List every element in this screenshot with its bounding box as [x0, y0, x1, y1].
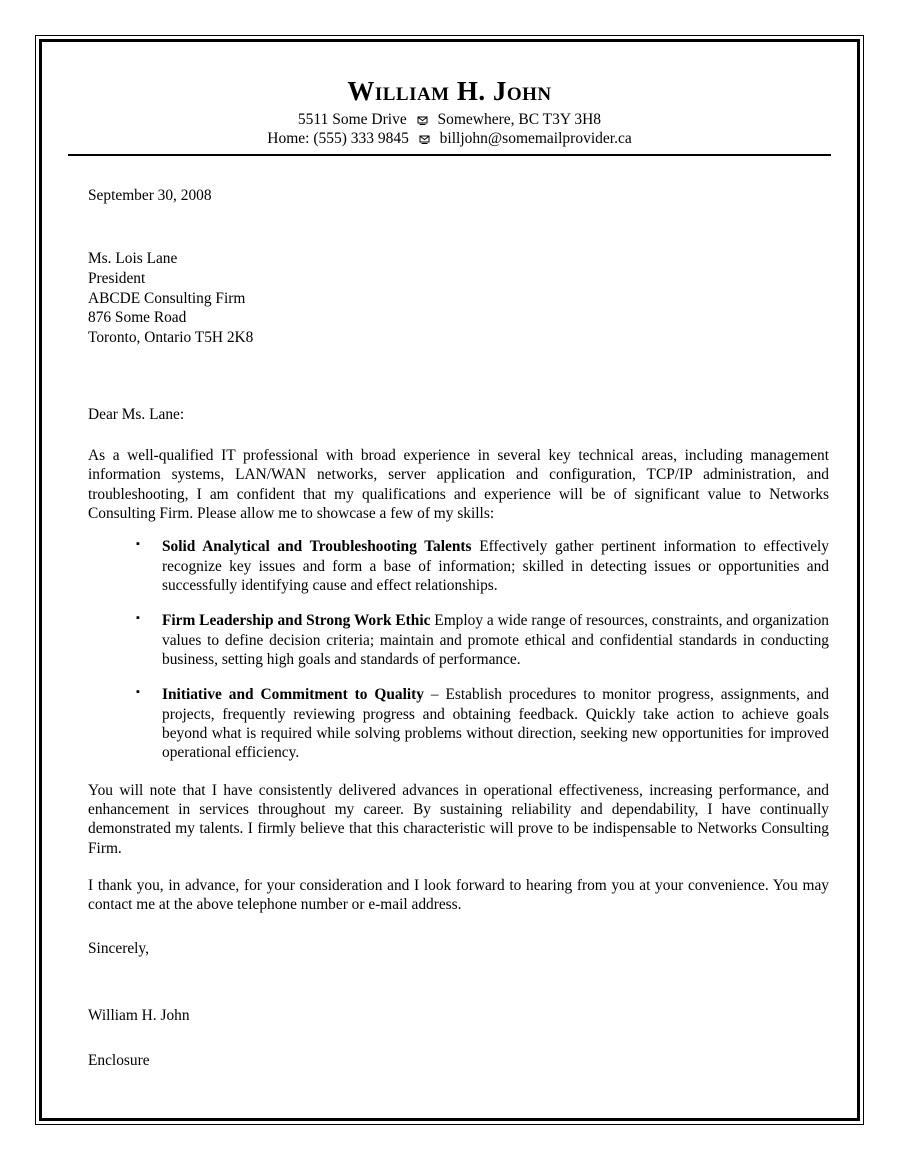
skill-title: Initiative and Commitment to Quality — [162, 686, 424, 704]
sender-phone: Home: (555) 333 9845 — [267, 129, 409, 147]
square-bullet-icon: ▪ — [136, 686, 140, 699]
square-bullet-icon: ▪ — [136, 538, 140, 551]
salutation: Dear Ms. Lane: — [88, 405, 185, 423]
letterhead-divider-rule — [68, 154, 831, 156]
recipient-company: ABCDE Consulting Firm — [88, 289, 246, 307]
sender-name-heading: William H. John — [347, 76, 552, 106]
sender-street: 5511 Some Drive — [297, 111, 407, 128]
paragraph-body: You will note that I have consistently delivered advances in operational effectiveness, increasing performance, and enhancement in services throughout my career. By sustaining reliability and dependability, I have continually demonstrated my talents. I firmly believe that this characteristic will prove to be indispensable to Networks Consulting Firm. — [88, 781, 829, 857]
skill-title: Solid Analytical and Troubleshooting Talents — [162, 538, 472, 556]
page-border-outer — [35, 35, 864, 1125]
square-bullet-icon: ▪ — [136, 612, 140, 625]
skill-description: Employ a wide range of resources, constraints, and organization values to define decision criteria; maintain and promote ethical and confidential standards in conducting business, setting high goals and standards of performance. — [162, 612, 829, 669]
recipient-street: 876 Some Road — [88, 309, 187, 327]
skill-dash: – — [423, 686, 446, 704]
list-item — [136, 685, 829, 762]
paragraph-intro: As a well-qualified IT professional with broad experience in several key technical areas, including management information systems, LAN/WAN networks, server application and configuration, TCP/IP administration, and troubleshooting, I am confident that my qualifications and experience will be of significant value to Networks Consulting Firm. Please allow me to showcase a few of my skills: — [88, 447, 829, 523]
valediction: Sincerely, — [88, 939, 149, 957]
letter-sheet — [42, 42, 857, 1118]
recipient-city: Toronto, Ontario T5H 2K8 — [88, 329, 254, 347]
paragraph-thanks: I thank you, in advance, for your consideration and I look forward to hearing from you at your convenience. You may contact me at the above telephone number or e-mail address. — [88, 876, 829, 914]
signature-name: William H. John — [88, 1006, 190, 1024]
envelope-icon — [419, 131, 430, 150]
sender-city-postal: Somewhere, BC T3Y 3H8 — [437, 111, 602, 128]
skills-list — [88, 537, 829, 762]
skill-description: Establish procedures to monitor progress, assignments, and projects, frequently reviewing progress and obtaining feedback. Quickly take action to achieve goals beyond what is required while solving problems without direction, seeking new opportunities for improved operational efficiency. — [162, 686, 829, 762]
letterhead-contact-line — [42, 130, 857, 149]
skill-title: Firm Leadership and Strong Work Ethic — [162, 612, 431, 630]
enclosure-note: Enclosure — [88, 1052, 150, 1070]
sender-email: billjohn@somemailprovider.ca — [439, 129, 632, 147]
list-item — [136, 537, 829, 595]
letter-body — [42, 186, 857, 1071]
recipient-address-block — [88, 249, 829, 348]
page-border-inner — [39, 39, 860, 1121]
recipient-name: Ms. Lois Lane — [88, 250, 178, 268]
letterhead-address-line — [42, 111, 857, 130]
skill-description: Effectively gather pertinent information to effectively recognize key issues and form a base of information; skilled in detecting issues or opportunities and successfully identifying cause and effect relationships. — [162, 538, 829, 595]
list-item — [136, 611, 829, 669]
recipient-title: President — [88, 269, 146, 287]
letter-date: September 30, 2008 — [88, 186, 212, 204]
envelope-icon — [417, 112, 428, 131]
letterhead — [42, 42, 857, 156]
